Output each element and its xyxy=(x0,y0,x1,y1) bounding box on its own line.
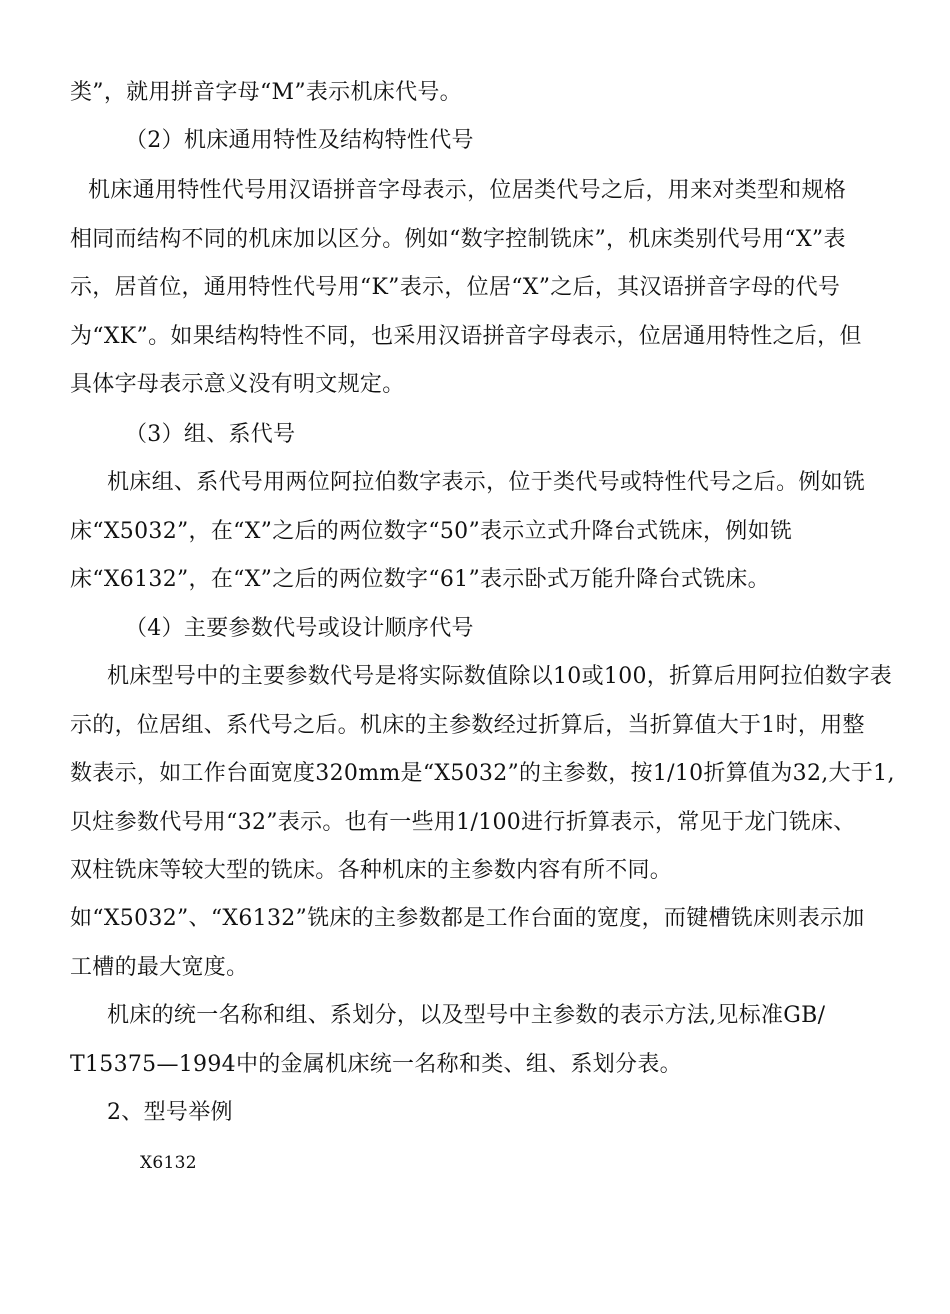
text-line-15: 数表示，如工作台面宽度320mm是“X5032”的主参数，按1/10折算值为32,大于1, xyxy=(70,761,895,786)
text-line-21: T15375—1994中的金属机床统一名称和类、组、系划分表。 xyxy=(70,1052,682,1077)
text-line-10: 床“X5032”，在“X”之后的两位数字“50”表示立式升降台式铣床，例如铣 xyxy=(70,519,793,544)
model-example-code: X6132 xyxy=(140,1153,197,1173)
text-line-1: 类”，就用拼音字母“M”表示机床代号。 xyxy=(70,80,462,105)
text-line-19: 工槽的最大宽度。 xyxy=(70,955,249,980)
text-line-3: 机床通用特性代号用汉语拼音字母表示，位居类代号之后，用来对类型和规格 xyxy=(88,178,847,203)
text-line-16: 贝炷参数代号用“32”表示。也有一些用1/100进行折算表示，常见于龙门铣床、 xyxy=(70,810,856,835)
section-heading-model-examples: 2、型号举例 xyxy=(107,1100,233,1125)
text-line-13: 机床型号中的主要参数代号是将实际数值除以10或100，折算后用阿拉伯数字表 xyxy=(107,664,893,689)
text-line-6: 为“XK”。如果结构特性不同，也采用汉语拼音字母表示，位居通用特性之后，但 xyxy=(70,324,862,349)
section-heading-3: （3）组、系代号 xyxy=(125,422,296,447)
section-heading-2: （2）机床通用特性及结构特性代号 xyxy=(125,128,474,153)
text-line-14: 示的，位居组、系代号之后。机床的主参数经过折算后，当折算值大于1时，用整 xyxy=(70,713,865,738)
text-line-9: 机床组、系代号用两位阿拉伯数字表示，位于类代号或特性代号之后。例如铣 xyxy=(107,470,866,495)
text-line-7: 具体字母表示意义没有明文规定。 xyxy=(70,372,405,397)
text-line-11: 床“X6132”，在“X”之后的两位数字“61”表示卧式万能升降台式铣床。 xyxy=(70,567,770,592)
section-heading-4: （4）主要参数代号或设计顺序代号 xyxy=(125,616,474,641)
text-line-5: 示，居首位，通用特性代号用“K”表示，位居“X”之后，其汉语拼音字母的代号 xyxy=(70,275,841,300)
text-line-17: 双柱铣床等较大型的铣床。各种机床的主参数内容有所不同。 xyxy=(70,858,673,883)
text-line-18: 如“X5032”、“X6132”铣床的主参数都是工作台面的宽度，而键槽铣床则表示加 xyxy=(70,906,865,931)
text-line-4: 相同而结构不同的机床加以区分。例如“数字控制铣床”，机床类别代号用“X”表 xyxy=(70,227,846,252)
text-line-20: 机床的统一名称和组、系划分，以及型号中主参数的表示方法,见标准GB/ xyxy=(107,1003,826,1028)
